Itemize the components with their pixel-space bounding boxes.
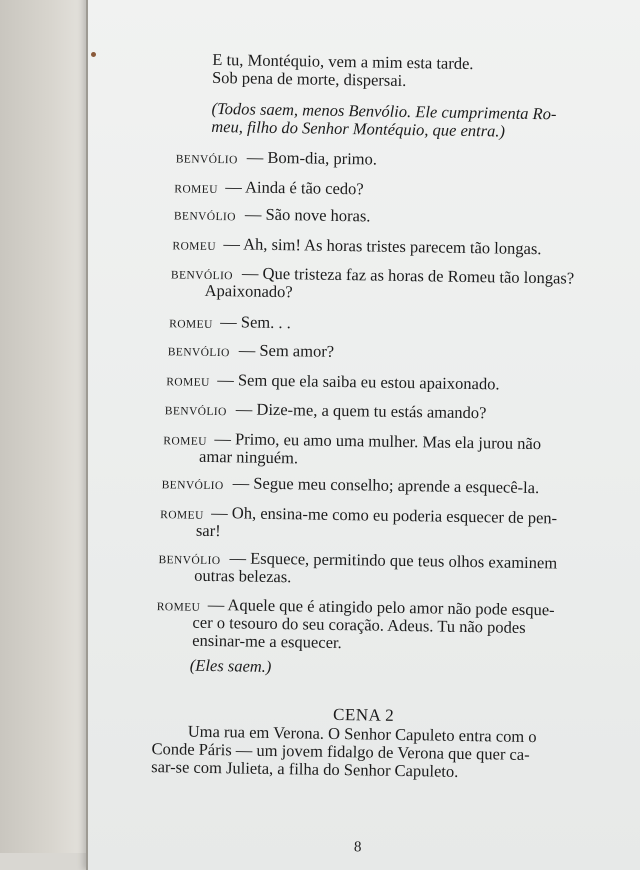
scene-description: Uma rua em Verona. O Senhor Capuleto entra com o [187,721,537,747]
speech-text: outras belezas. [194,565,292,587]
speaker-name: BENVÓLIO [167,346,230,360]
stage-direction: (Eles saem.) [189,655,272,676]
speech-text: — Esquece, permitindo que teus olhos examinem [229,548,558,573]
speech-text: — São nove horas. [244,204,371,226]
speech-text: — Primo, eu amo uma mulher. Mas ela jurou não [214,429,542,454]
page-number: 8 [353,839,362,856]
speech-text: — Ainda é tão cedo? [225,177,364,199]
speaker-name: ROMEU [174,183,218,197]
verse-line: E tu, Montéquio, vem a mim esta tarde. [212,49,474,74]
speaker-name: ROMEU [172,240,217,254]
speech-text: — Dize-me, a quem tu estás amando? [235,399,487,423]
scene-description: sar-se com Julieta, a filha do Senhor Capuleto. [151,757,459,781]
speech-text: — Ah, sim! As horas tristes parecem tão longas. [223,234,542,259]
speech-text: amar ninguém. [198,446,299,468]
speaker-name: ROMEU [169,318,213,331]
stage-direction: meu, filho do Senhor Montéquio, que entra.) [211,116,506,141]
speech-text: ensinar-me a esquecer. [192,630,342,653]
scene-heading: CENA 2 [332,704,395,725]
speaker-name: BENVÓLIO [164,405,227,419]
speech-text: Apaixonado? [204,280,293,302]
speech-text: — Que tristeza faz as horas de Romeu tão longas? [241,263,575,288]
speaker-name: ROMEU [163,435,207,448]
speech-text: sar! [195,520,221,541]
speaker-name: ROMEU [160,509,204,522]
speaker-name: BENVÓLIO [170,269,234,283]
speech-text: — Segue meu conselho; aprende a esquecê-la. [232,473,540,498]
speech-text: — Sem amor? [238,340,335,361]
scene-description: Conde Páris — um jovem fidalgo de Verona que quer ca- [151,739,530,765]
speech-text: — Bom-dia, primo. [246,147,378,169]
speaker-name: ROMEU [166,376,210,389]
speech-text: cer o tesouro do seu coração. Adeus. Tu não podes [192,612,526,637]
speech-text: — Sem que ela saiba eu estou apaixonado. [217,370,500,394]
speech-text: — Oh, ensina-me como eu poderia esquecer de pen- [211,502,558,528]
speaker-name: BENVÓLIO [158,554,221,568]
speaker-name: BENVÓLIO [161,479,224,493]
verse-line: Sob pena de morte, dispersai. [211,67,407,90]
speaker-name: BENVÓLIO [175,153,238,167]
speaker-name: ROMEU [156,601,201,614]
speech-text: — Aquele que é atingido pelo amor não pode esque- [207,594,555,620]
speaker-name: BENVÓLIO [173,210,236,224]
speech-text: — Sem. . . [220,312,291,333]
stage-direction: (Todos saem, menos Benvólio. Ele cumprimenta Ro- [211,98,557,124]
